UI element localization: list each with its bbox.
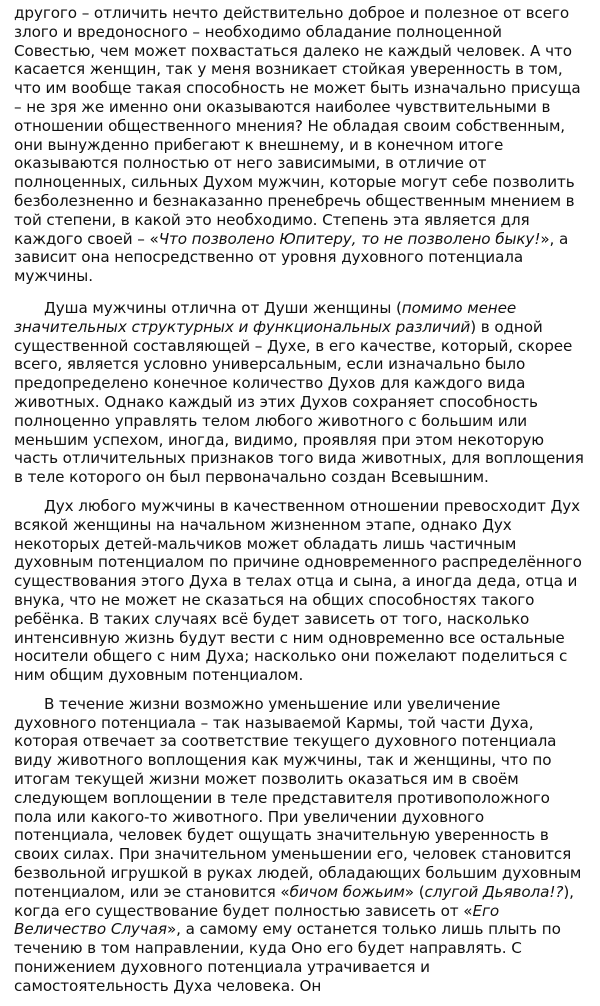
italic-phrase: бичом божьим — [289, 882, 405, 901]
text-run: ) в одной существенной составляющей – Духе, в его качестве, который, скорее всего, является условно универсальным, если изначально было предопределено конечное количество Духов для каждого вида животных. Однако каждый из этих Духов сохраняет способность полноценно управлять телом любого животного с большим или меньшим успехом, иногда, видимо, проявляя при этом некоторую часть отличительных признаков того вида животных, для воплощения в теле которого он был первоначально создан Всевышним. — [14, 317, 584, 487]
text-run: », а зависит она непосредственно от уровня духовного потенциала мужчины. — [14, 229, 569, 286]
italic-aside: помимо менее значительных структурных и функциональных различий — [14, 298, 517, 336]
text-run: ), когда его существование будет полностью зависеть от « — [14, 882, 574, 920]
paragraph-4 — [14, 695, 586, 996]
text-run: В течение жизни возможно уменьшение или увеличение духовного потенциала – так называемой Кармы, той части Духа, которая отвечает за соответствие текущего духовного потенциала виду животного воплощения как мужчины, так и женщины, что по итогам текущей жизни может позволить оказаться им в своём следующем воплощении в теле представителя противоположного пола или какого-то животного. При увеличении духовного потенциала, человек будет ощущать значительную уверенность в своих силах. При значительном уменьшении его, человек становится безвольной игрушкой в руках людей, обладающих большим духовным потенциалом, или эе становится « — [14, 694, 582, 901]
document-page — [14, 4, 586, 1006]
text-run: Дух любого мужчины в качественном отношении превосходит Дух всякой женщины на начальном жизненном этапе, однако Дух некоторых детей-мальчиков может обладать лишь частичным духовным потенциалом по причине одновременного распределённого существования этого Духа в телах отца и сына, а иногда деда, отца и внука, что не может не сказаться на общих способностях такого ребёнка. В таких случаях всё будет зависеть от того, насколько интенсивную жизнь будут вести с ним одновременно все остальные носители общего с ним Духа; насколько они пожелают поделиться с ним общим духовным потенциалом. — [14, 496, 582, 685]
text-run: другого – отличить нечто действительно доброе и полезное от всего злого и вредоносного – необходимо обладание полноценной Совестью, чем может похвастаться далеко не каждый человек. А что касается женщин, так у меня возникает стойкая уверенность в том, что им вообще такая способность не может быть изначально присуща – не зря же именно они оказываются наиболее чувствительными в отношении общественного мнения? Не обладая своим собственным, они вынужденно прибегают к внешнему, и в конечном итоге оказываются полностью от него зависимыми, в отличие от полноценных, сильных Духом мужчин, которые могут себе позволить безболезненно и безнаказанно пренебречь общественным мнением в той степени, в какой это необходимо. Степень эта является для каждого своей – « — [14, 4, 581, 248]
text-run: Душа мужчины отлична от Души женщины ( — [44, 298, 402, 317]
paragraph-3 — [14, 497, 586, 685]
italic-quote: Что позволено Юпитеру, то не позволено быку! — [158, 229, 541, 248]
paragraph-2 — [14, 299, 586, 487]
paragraph-1 — [14, 4, 586, 286]
italic-phrase: Его Величество Случая — [14, 901, 500, 939]
italic-phrase: слугой Дьявола!? — [424, 882, 564, 901]
text-run: » ( — [404, 882, 425, 901]
text-run: », а самому ему останется только лишь плыть по течению в том направлении, куда Оно его будет направлять. С понижением духовного потенциала утрачивается и самостоятельность Духа человека. Он — [14, 920, 561, 995]
